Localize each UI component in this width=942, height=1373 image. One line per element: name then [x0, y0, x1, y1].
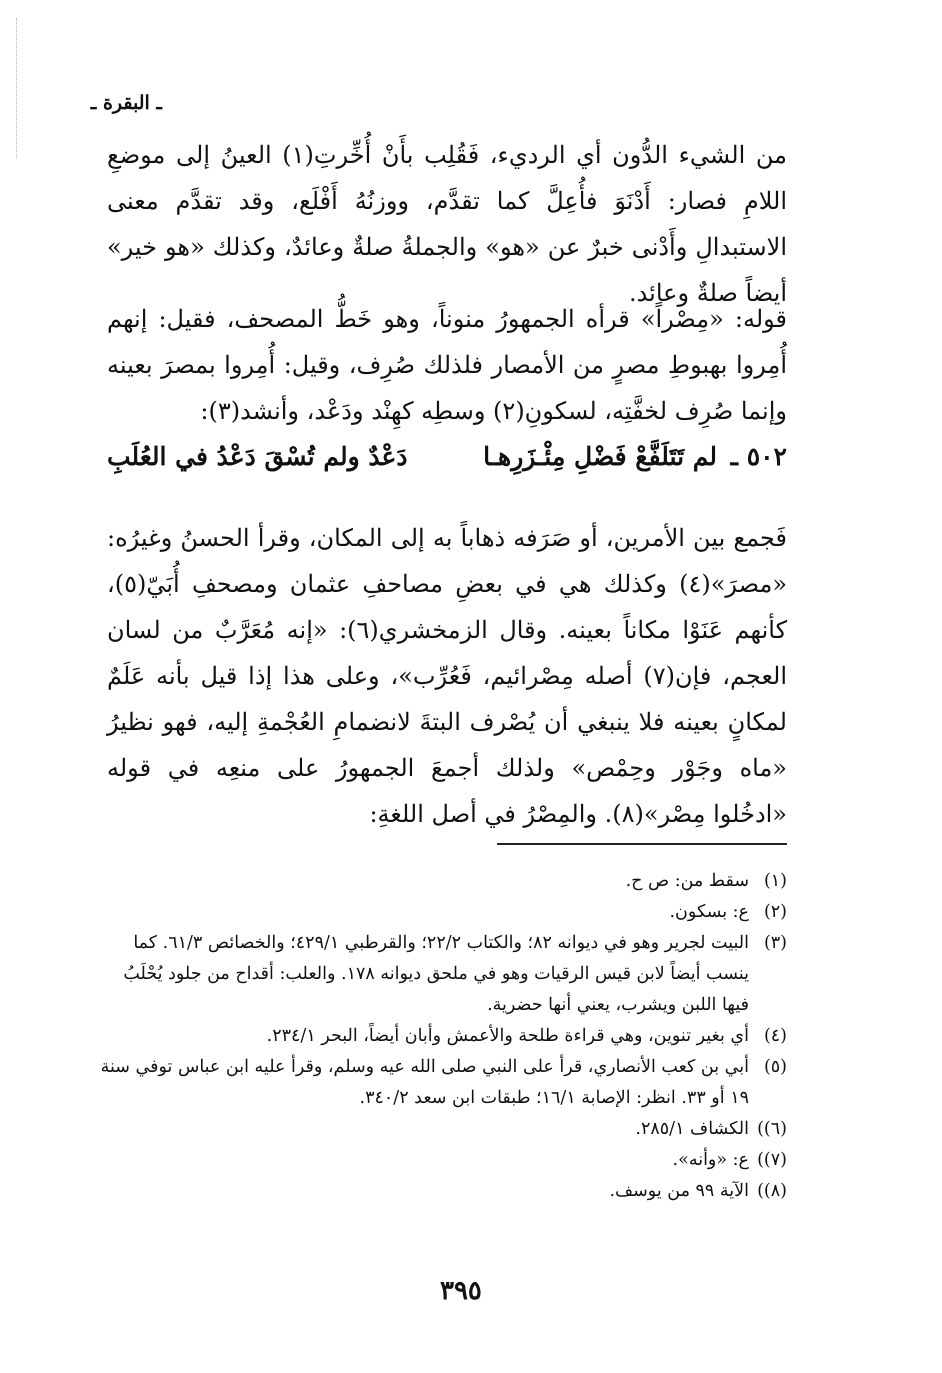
verse-first-hemistich: لم تَتَلَفَّعْ فَضْلِ مِئْـزَرِهـا [483, 442, 717, 471]
running-header: ـ البقرة ـ [90, 92, 162, 114]
footnote-number: (٥) [763, 1057, 787, 1077]
paragraph-1: من الشيء الدُّون أي الرديء، فَقُلِب بأَنْ أُخِّرتِ(١) العينُ إلى موضعِ اللامِ فصار: أَدْنَوَ فأُعِلَّ كما تقدَّم، ووزنُهُ أَفْلَع، وقد تقدَّم معنى الاستبدالِ وأَدْنى خبرٌ عن «هو» والجملةُ صلةٌ وعائدٌ، وكذلك «هو خير» أيضاً صلةٌ وعائد. [107, 141, 787, 307]
footnote-number: (٤) [763, 1026, 787, 1046]
footnote [99, 1052, 787, 1114]
verse-number: ٥٠٢ ـ [730, 442, 787, 471]
footnote [99, 1176, 787, 1207]
footnote [99, 897, 787, 928]
footnote [99, 1114, 787, 1145]
footnote-text: ع: «وأنه». [672, 1150, 749, 1170]
footnote-text: ع: بسكون. [669, 902, 749, 922]
footnote-text: أبي بن كعب الأنصاري، قرأ على النبي صلى الله عيه وسلم، وقرأ عليه ابن عباس توفي سنة ١٩ أو ٣٣. انظر: الإصابة ١٦/١؛ طبقات ابن سعد ٣٤٠/٢. [100, 1057, 749, 1108]
scan-edge-dots [16, 18, 18, 158]
footnote-text: الكشاف ٢٨٥/١. [635, 1119, 749, 1139]
footnote-number: (١) [763, 871, 787, 891]
paragraph-2: قوله: «مِصْراً» قرأه الجمهورُ منوناً، وهو خَطُّ المصحف، فقيل: إنهم أُمِروا بهبوطِ مصرٍ من الأمصار فلذلك صُرِف، وقيل: أُمِروا بمصرَ بعينه وإنما صُرِف لخفَّتِه، لسكونِ(٢) وسطِه كهِنْد ودَعْد، وأنشد(٣): [107, 305, 787, 425]
footnote-number: (٢) [763, 902, 787, 922]
footnote-number: (٦)) [757, 1119, 787, 1139]
footnote-text: سقط من: ص ح. [625, 871, 749, 891]
verse-second-hemistich: دَعْدٌ ولم تُسْقَ دَعْدُ في العُلَبِ [107, 442, 408, 471]
footnote-separator [497, 843, 787, 845]
footnote-text: أي بغير تنوين، وهي قراءة طلحة والأعمش وأبان أيضاً، البحر ٢٣٤/١. [266, 1026, 749, 1046]
page-number: ٣٩٥ [440, 1276, 482, 1306]
footnote-number: (٨)) [757, 1181, 787, 1201]
footnotes [99, 866, 787, 1207]
footnote-number: (٧)) [757, 1150, 787, 1170]
footnote-text: البيت لجرير وهو في ديوانه ٨٢؛ والكتاب ٢٢/٢؛ والقرطبي ٤٢٩/١؛ والخصائص ٦١/٣. كما ينسب أيضاً لابن قيس الرقيات وهو في ملحق ديوانه ١٧٨. والعلب: أقداح من جلود يُحْلَبُ فيها اللبن ويشرب، يعني أنها حضرية. [123, 933, 749, 1015]
footnote [99, 928, 787, 1021]
footnote-text: الآية ٩٩ من يوسف. [609, 1181, 749, 1201]
paragraph-3: فَجمع بين الأمرين، أو صَرَفه ذهاباً به إلى المكان، وقرأ الحسنُ وغيرُه: «مصرَ»(٤) وكذلك هي في بعضِ مصاحفِ عثمان ومصحفِ أُبَيّ(٥)، كأنهم عَنَوْا مكاناً بعينه. وقال الزمخشري(٦): «إنه مُعَرَّبٌ من لسان العجم، فإن(٧) أصله مِصْرائيم، فَعُرِّب»، وعلى هذا إذا قيل بأنه عَلَمٌ لمكانٍ بعينه فلا ينبغي أن يُصْرف البتةَ لانضمامِ العُجْمةِ إليه، فهو نظيرُ «ماه وجَوْر وحِمْص» ولذلك أجمعَ الجمهورُ على منعِه في قوله «ادخُلوا مِصْر»(٨). والمِصْرُ في أصل اللغةِ: [107, 524, 788, 828]
footnote [99, 866, 787, 897]
footnote [99, 1021, 787, 1052]
footnote-number: (٣) [763, 933, 787, 953]
footnote [99, 1145, 787, 1176]
